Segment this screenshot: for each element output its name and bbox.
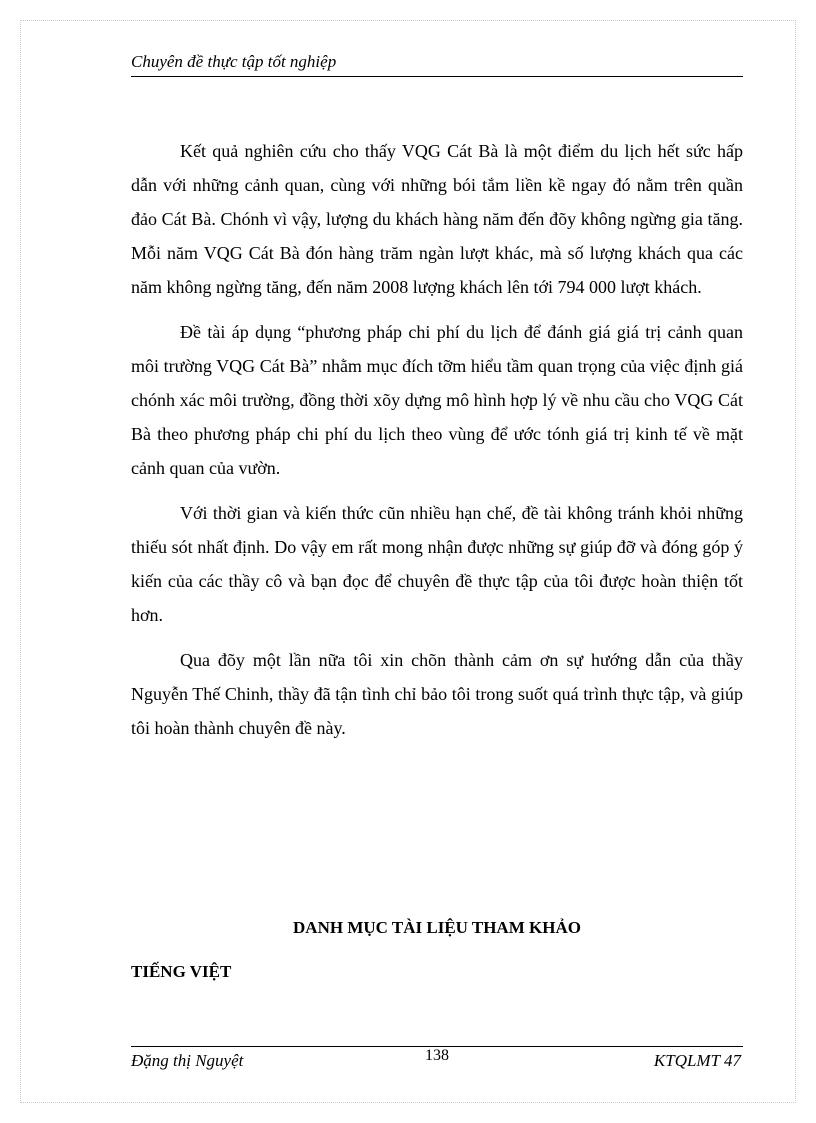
references-title: DANH MỤC TÀI LIỆU THAM KHẢO — [293, 918, 581, 937]
paragraph-results: Kết quả nghiên cứu cho thấy VQG Cát Bà là một điểm du lịch hết sức hấp dẫn với những cảnh quan, cùng với những bói tắm liền kề ngay đó nằm trên quần đảo Cát Bà. Chónh vì vậy, lượng du khách hàng năm đến đõy không ngừng gia tăng. Mỗi năm VQG Cát Bà đón hàng trăm ngàn lượt khác, mà số lượng khách qua các năm không ngừng tăng, đến năm 2008 lượng khách lên tới 794 000 lượt khách. — [131, 141, 743, 297]
paragraph-method: Đề tài áp dụng “phương pháp chi phí du lịch để đánh giá giá trị cảnh quan môi trường VQG Cát Bà” nhằm mục đích tỡm hiểu tầm quan trọng của việc định giá chónh xác môi trường, đồng thời xõy dựng mô hình hợp lý về nhu cầu cho VQG Cát Bà theo phương pháp chi phí du lịch theo vùng để ước tónh giá trị kinh tế về mặt cảnh quan của vườn. — [131, 322, 743, 478]
paragraph-acknowledgement: Qua đõy một lần nữa tôi xin chõn thành cảm ơn sự hướng dẫn của thầy Nguyễn Thế Chinh, thầy đã tận tình chỉ bảo tôi trong suốt quá trình thực tập, và giúp tôi hoàn thành chuyên đề này. — [131, 650, 743, 738]
body-text — [131, 134, 743, 756]
footer-class-code: KTQLMT 47 — [653, 1051, 741, 1070]
page-header — [131, 50, 743, 77]
page-number: 138 — [425, 1047, 449, 1064]
paragraph-limitations: Với thời gian và kiến thức cũn nhiều hạn chế, đề tài không tránh khỏi những thiếu sót nhất định. Do vậy em rất mong nhận được những sự giúp đỡ và đóng góp ý kiến của các thầy cô và bạn đọc để chuyên đề thực tập của tôi được hoàn thiện tốt hơn. — [131, 503, 743, 625]
page-footer — [131, 1046, 743, 1077]
footer-author: Đặng thị Nguyệt — [131, 1051, 244, 1070]
references-subtitle: TIẾNG VIỆT — [131, 962, 232, 981]
header-title: Chuyên đề thực tập tốt nghiệp — [131, 52, 337, 71]
